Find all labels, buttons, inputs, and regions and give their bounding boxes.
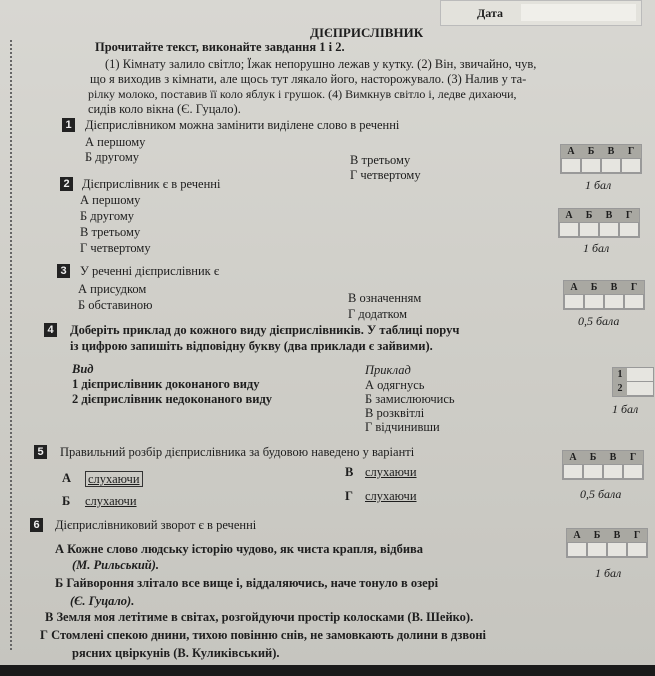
question-text: Дієприслівниковий зворот є в реченні [55,518,257,532]
answer-cell[interactable] [599,222,619,237]
answer-table[interactable] [612,367,654,397]
answer-grid[interactable] [558,208,640,238]
answer-cell[interactable] [623,464,643,479]
option-letter: В [345,465,354,479]
points: 1 бал [583,241,610,255]
option: В третьому [80,225,141,239]
grid-letter: А [559,209,579,222]
example-item: В розквітлі [365,406,425,420]
answer-grid[interactable] [566,528,648,558]
date-label: Дата [477,6,503,20]
grid-letter: В [599,209,619,222]
answer-cell[interactable] [627,382,653,396]
text-line: що я виходив з кімнати, але щось тут лякало його, насторожувало. (3) Налив у та- [90,72,527,86]
grid-letter: В [603,451,623,464]
option-line: А Кожне слово людську історію чудово, як чиста крапля, відбива [55,542,424,556]
type-item: 2 дієприслівник недоконаного виду [72,392,273,406]
option-line: (Є. Гуцало). [70,594,135,608]
grid-letter: Г [621,145,641,158]
grid-letter: Г [624,281,644,294]
row-number: 1 [613,368,627,382]
option: В означенням [348,291,422,305]
answer-cell[interactable] [567,542,587,557]
option: Г четвертому [80,241,151,255]
question-number: 3 [57,264,70,278]
question-text: із цифрою запишіть відповідну букву (два приклади є зайвими). [70,339,433,353]
option: Б обставиною [78,298,153,312]
option: Г четвертому [350,168,421,182]
grid-letter: Б [579,209,599,222]
question-text: Доберіть приклад до кожного виду дієприслівників. У таблиці поруч [70,323,460,337]
answer-cell[interactable] [624,294,644,309]
grid-letter: Г [623,451,643,464]
question-text: У реченні дієприслівник є [80,264,220,278]
option: А першому [80,193,141,207]
page-title: ДІЄПРИСЛІВНИК [310,25,424,40]
points: 1 бал [595,566,622,580]
answer-cell[interactable] [579,222,599,237]
grid-letter: В [607,529,627,542]
option: Б другому [85,150,139,164]
answer-cell[interactable] [563,464,583,479]
option-letter: А [62,471,72,485]
option-letter: Б [62,494,71,508]
question-number: 4 [44,323,57,337]
grid-letter: В [601,145,621,158]
question-number: 2 [60,177,73,191]
answer-cell[interactable] [619,222,639,237]
column-header: Вид [72,362,94,376]
grid-letter: А [564,281,584,294]
option: Г додатком [348,307,408,321]
date-input[interactable] [521,4,636,21]
answer-cell[interactable] [607,542,627,557]
question-number: 6 [30,518,43,532]
points: 0,5 бала [578,314,620,328]
grid-letter: А [567,529,587,542]
option-line: Б Гайвороння злітало все вище і, віддаляючись, наче тонуло в озері [55,576,439,590]
option-line: рясних цвіркунів (В. Куликівський). [72,646,280,660]
option: В третьому [350,153,411,167]
answer-cell[interactable] [583,464,603,479]
grid-letter: Г [627,529,647,542]
example-item: А одягнусь [365,378,425,392]
answer-cell[interactable] [581,158,601,173]
type-item: 1 дієприслівник доконаного виду [72,377,260,391]
text-line: (1) Кімнату залило світло; Їжак непорушно лежав у кутку. (2) Він, звичайно, чув, [105,57,537,71]
grid-letter: А [561,145,581,158]
option-line: Г Стомлені спекою днини, тихою повінню снів, не замовкають долини в дзвоні [40,628,486,642]
word-parse: слухаючи [365,489,417,503]
answer-cell[interactable] [604,294,624,309]
grid-letter: А [563,451,583,464]
question-text: Дієприслівником можна замінити виділене слово в реченні [85,118,400,132]
word-parse: слухаючи [365,465,417,479]
column-header: Приклад [365,363,411,377]
answer-cell[interactable] [621,158,641,173]
text-line: рілку молоко, поставив її коло яблук і грушок. (4) Вимкнув світло і, ледве дихаючи, [88,87,517,101]
option: А присудком [78,282,147,296]
answer-cell[interactable] [627,542,647,557]
instruction: Прочитайте текст, виконайте завдання 1 і 2. [95,40,345,54]
example-item: Г відчинивши [365,420,440,434]
row-number: 2 [613,382,627,396]
grid-letter: Б [581,145,601,158]
option: Б другому [80,209,134,223]
answer-grid[interactable] [560,144,642,174]
bottom-bar [0,665,655,676]
points: 1 бал [612,402,639,416]
date-field[interactable] [440,0,642,26]
grid-letter: Б [583,451,603,464]
text-line: сидів коло вікна (Є. Гуцало). [88,102,241,116]
example-item: Б замислюючись [365,392,455,406]
answer-cell[interactable] [559,222,579,237]
option: А першому [85,135,146,149]
grid-letter: Б [587,529,607,542]
answer-cell[interactable] [603,464,623,479]
option-line: (М. Рильський). [72,558,160,572]
answer-cell[interactable] [627,368,653,382]
question-number: 1 [62,118,75,132]
word-parse: слухаючи [85,494,137,508]
points: 0,5 бала [580,487,622,501]
points: 1 бал [585,178,612,192]
grid-letter: В [604,281,624,294]
word-parse: слухаючи [85,471,143,487]
answer-cell[interactable] [584,294,604,309]
answer-cell[interactable] [587,542,607,557]
answer-grid[interactable] [563,280,645,310]
grid-letter: Г [619,209,639,222]
answer-cell[interactable] [561,158,581,173]
question-number: 5 [34,445,47,459]
answer-cell[interactable] [564,294,584,309]
question-text: Дієприслівник є в реченні [82,177,221,191]
option-line: В Земля моя летітиме в світах, розгойдуючи простір колосками (В. Шейко). [45,610,474,624]
question-text: Правильний розбір дієприслівника за будовою наведено у варіанті [60,445,415,459]
answer-grid[interactable] [562,450,644,480]
answer-cell[interactable] [601,158,621,173]
grid-letter: Б [584,281,604,294]
option-letter: Г [345,489,353,503]
cut-line [10,40,12,650]
